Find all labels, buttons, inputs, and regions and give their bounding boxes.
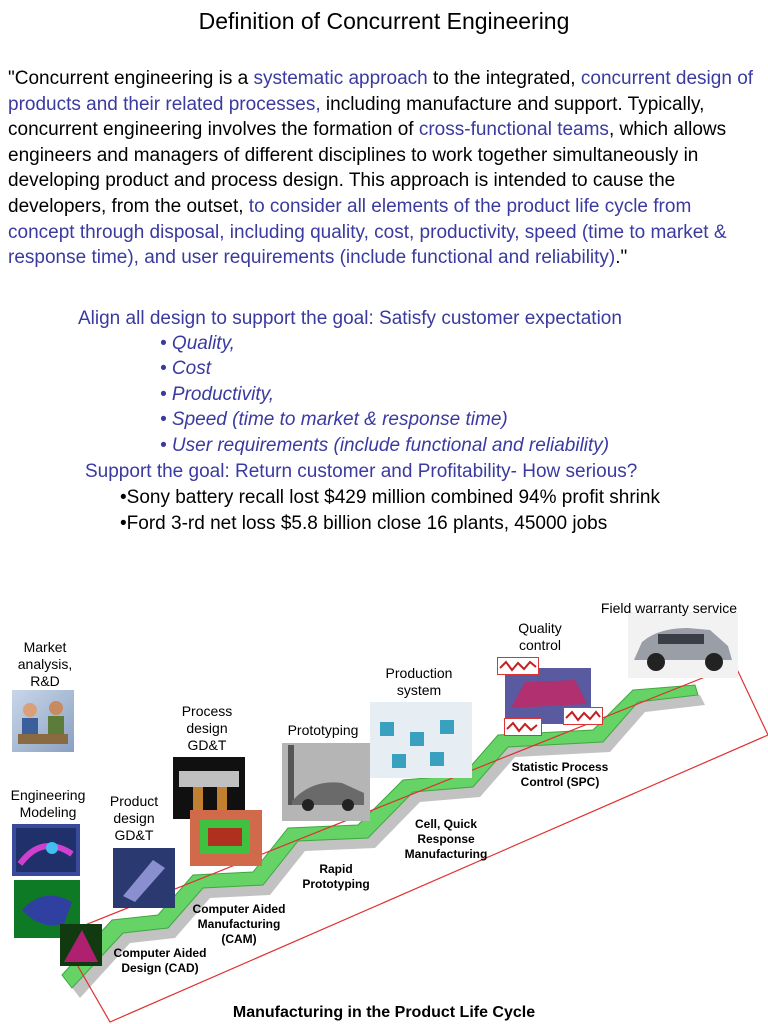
label-production-system: Production system (385, 665, 453, 698)
stage-rapid-prototyping: Rapid Prototyping (302, 862, 370, 891)
label-field-warranty: Field warranty service (600, 600, 738, 616)
modeling-image (12, 824, 80, 876)
cam-image (190, 810, 262, 866)
spc-line-icon (498, 658, 538, 674)
bullet-item: • Productivity, (160, 384, 274, 405)
para-text: , which allows engineers and managers of different disciplines to work together simultaneously in developing product and process design. This approach is intended to cause the developers, from the outset, (8, 119, 727, 217)
stage-cam: Computer Aided Manufacturing (CAM) (192, 902, 286, 946)
para-highlight: cross-functional teams (418, 119, 609, 141)
para-highlight: concurrent design of products and their related processes, (8, 68, 754, 115)
para-highlight: systematic approach (253, 68, 428, 89)
cad-plot-image (60, 924, 102, 966)
label-process-design: Process design GD&T (181, 703, 233, 753)
bullet-item: • Quality, (160, 333, 235, 354)
example-item: •Ford 3-rd net loss $5.8 billion close 16 plants, 45000 jobs (120, 513, 608, 534)
para-text: ." (615, 247, 628, 269)
label-engineering-modeling: Engineering Modeling (10, 787, 86, 820)
bullet-item: • Speed (time to market & response time) (160, 409, 508, 430)
meeting-icon (12, 690, 74, 752)
spc-chart-image (504, 718, 542, 736)
prototyping-image (282, 743, 370, 821)
para-text: to the integrated, (427, 68, 581, 89)
meeting-image (12, 690, 74, 752)
stage-cell-manufacturing: Cell, Quick Response Manufacturing (404, 817, 488, 861)
car-prototype-icon (282, 743, 370, 821)
spc-line-icon (505, 719, 541, 735)
label-prototyping: Prototyping (287, 722, 359, 738)
label-product-design: Product design GD&T (109, 793, 159, 843)
bullet-item: • Cost (160, 358, 211, 379)
support-goal: Support the goal: Return customer and Profitability- How serious? (85, 461, 638, 482)
suv-image (628, 612, 738, 678)
spc-line-icon (564, 708, 602, 724)
plot-icon (60, 924, 102, 966)
para-highlight: to consider all elements of the product life cycle from concept through disposal, including quality, cost, productivity, speed (time to market & response time), and user requirements (include functional and reliability) (8, 195, 727, 269)
label-market-analysis: Market analysis, R&D (17, 639, 73, 689)
spc-chart-image (563, 707, 603, 725)
para-text: "Concurrent engineering is a (8, 68, 254, 89)
suv-icon (628, 612, 738, 678)
bullet-item: • User requirements (include functional and reliability) (160, 435, 610, 456)
fem-model-icon (12, 824, 80, 876)
bracket-part-icon (113, 848, 175, 908)
align-goal: Align all design to support the goal: Satisfy customer expectation (78, 308, 622, 329)
product-design-image (113, 848, 175, 908)
stage-spc: Statistic Process Control (SPC) (511, 760, 609, 789)
spc-chart-image (497, 657, 539, 675)
para-text: including manufacture and support. Typically, concurrent engineering involves the formation of (8, 93, 705, 141)
stage-cad: Computer Aided Design (CAD) (113, 946, 207, 975)
label-quality-control: Quality control (518, 620, 562, 653)
toolpath-icon (190, 810, 262, 866)
diagram-caption: Manufacturing in the Product Life Cycle (232, 1004, 536, 1021)
page-title: Definition of Concurrent Engineering (198, 8, 570, 34)
example-item: •Sony battery recall lost $429 million combined 94% profit shrink (120, 487, 660, 508)
factory-floor-icon (370, 702, 472, 778)
production-system-image (370, 702, 472, 778)
